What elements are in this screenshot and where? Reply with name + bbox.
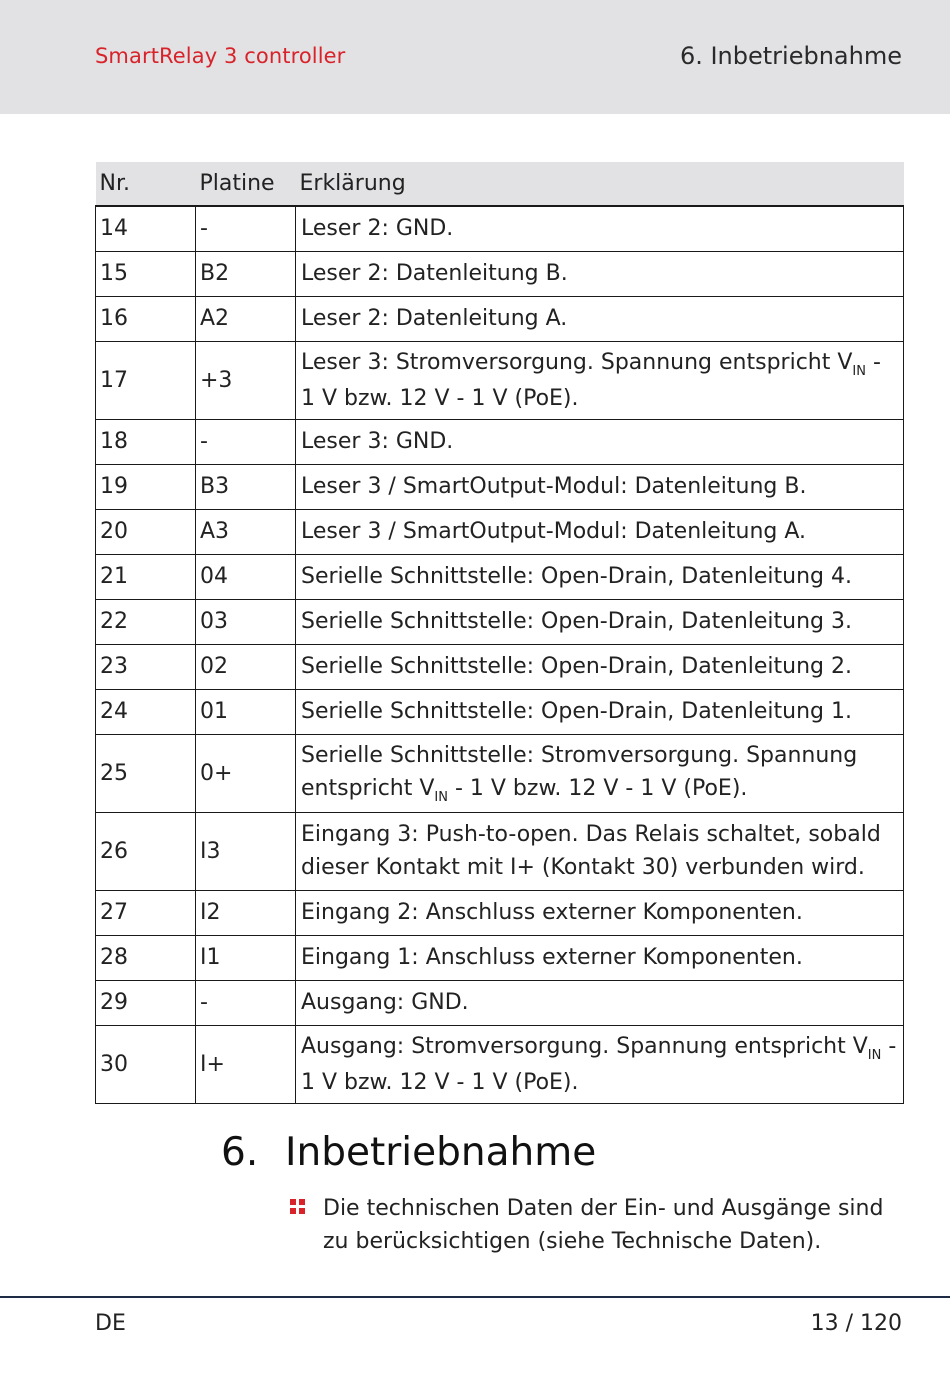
- bullet-icon: [290, 1199, 306, 1215]
- cell-nr: 27: [96, 890, 196, 935]
- cell-platine: I3: [196, 812, 296, 890]
- subscript-in: IN: [867, 1047, 882, 1063]
- cell-platine: B2: [196, 251, 296, 296]
- cell-nr: 29: [96, 980, 196, 1025]
- cell-erklaerung: Serielle Schnittstelle: Open-Drain, Datenleitung 4.: [296, 554, 904, 599]
- cell-erklaerung: Leser 2: GND.: [296, 206, 904, 251]
- cell-platine: -: [196, 980, 296, 1025]
- cell-platine: 02: [196, 644, 296, 689]
- bullet-text: Die technischen Daten der Ein- und Ausgänge sind zu berücksichtigen (siehe Technische Daten).: [323, 1196, 884, 1254]
- table-row: [96, 734, 904, 812]
- table-row: [96, 644, 904, 689]
- table-row: [96, 599, 904, 644]
- cell-erklaerung: Leser 3 / SmartOutput-Modul: Datenleitung A.: [296, 509, 904, 554]
- cell-erklaerung: [296, 341, 904, 419]
- cell-nr: 16: [96, 296, 196, 341]
- cell-erklaerung: Serielle Schnittstelle: Open-Drain, Datenleitung 3.: [296, 599, 904, 644]
- table-row: [96, 1025, 904, 1103]
- cell-nr: 30: [96, 1025, 196, 1103]
- product-name: SmartRelay 3 controller: [95, 44, 346, 68]
- cell-nr: 26: [96, 812, 196, 890]
- cell-erklaerung: Eingang 1: Anschluss externer Komponenten.: [296, 935, 904, 980]
- table-row: [96, 419, 904, 464]
- bullet-item: [290, 1192, 900, 1258]
- footer-divider: [0, 1296, 950, 1298]
- pin-assignment-table: [95, 162, 904, 1104]
- cell-erklaerung: Eingang 2: Anschluss externer Komponenten.: [296, 890, 904, 935]
- cell-text-part: Serielle Schnittstelle: Stromversorgung. Spannung entspricht V: [301, 742, 858, 801]
- cell-platine: A3: [196, 509, 296, 554]
- cell-nr: 25: [96, 734, 196, 812]
- cell-platine: A2: [196, 296, 296, 341]
- cell-nr: 17: [96, 341, 196, 419]
- cell-text-part: Ausgang: Stromversorgung. Spannung entspricht V: [301, 1033, 868, 1059]
- cell-erklaerung: Leser 3 / SmartOutput-Modul: Datenleitung B.: [296, 464, 904, 509]
- table-row: [96, 251, 904, 296]
- cell-text-part: - 1 V bzw. 12 V - 1 V (PoE).: [301, 1033, 897, 1095]
- cell-platine: 01: [196, 689, 296, 734]
- chapter-title: 6. Inbetriebnahme: [679, 42, 902, 70]
- page-header: [0, 0, 950, 114]
- table-row: [96, 464, 904, 509]
- cell-nr: 28: [96, 935, 196, 980]
- cell-erklaerung: Eingang 3: Push-to-open. Das Relais schaltet, sobald dieser Kontakt mit I+ (Kontakt 30) verbunden wird.: [296, 812, 904, 890]
- table-row: [96, 341, 904, 419]
- cell-text-part: Leser 3: Stromversorgung. Spannung entspricht V: [301, 349, 853, 375]
- cell-erklaerung: Serielle Schnittstelle: Open-Drain, Datenleitung 2.: [296, 644, 904, 689]
- cell-erklaerung: Leser 2: Datenleitung A.: [296, 296, 904, 341]
- cell-nr: 20: [96, 509, 196, 554]
- table-row: [96, 509, 904, 554]
- cell-nr: 22: [96, 599, 196, 644]
- cell-platine: 0+: [196, 734, 296, 812]
- cell-nr: 21: [96, 554, 196, 599]
- cell-nr: 24: [96, 689, 196, 734]
- cell-nr: 14: [96, 206, 196, 251]
- section-number: 6.: [221, 1130, 259, 1175]
- section-heading: [221, 1130, 596, 1175]
- cell-nr: 15: [96, 251, 196, 296]
- cell-platine: I+: [196, 1025, 296, 1103]
- cell-erklaerung: Ausgang: GND.: [296, 980, 904, 1025]
- cell-erklaerung: Leser 2: Datenleitung B.: [296, 251, 904, 296]
- footer-language: DE: [95, 1311, 126, 1336]
- cell-erklaerung: [296, 1025, 904, 1103]
- cell-platine: 03: [196, 599, 296, 644]
- cell-text-part: - 1 V bzw. 12 V - 1 V (PoE).: [301, 349, 881, 411]
- column-header-platine: Platine: [196, 162, 296, 206]
- table-row: [96, 296, 904, 341]
- cell-erklaerung: Serielle Schnittstelle: Open-Drain, Datenleitung 1.: [296, 689, 904, 734]
- subscript-in: IN: [852, 363, 866, 379]
- table-row: [96, 554, 904, 599]
- table-row: [96, 935, 904, 980]
- cell-platine: +3: [196, 341, 296, 419]
- cell-text-part: - 1 V bzw. 12 V - 1 V (PoE).: [447, 775, 748, 801]
- table-header: [96, 162, 904, 206]
- cell-erklaerung: Leser 3: GND.: [296, 419, 904, 464]
- cell-platine: 04: [196, 554, 296, 599]
- cell-platine: B3: [196, 464, 296, 509]
- section-title: Inbetriebnahme: [285, 1130, 597, 1175]
- cell-platine: -: [196, 419, 296, 464]
- cell-platine: I2: [196, 890, 296, 935]
- table-row: [96, 890, 904, 935]
- cell-nr: 18: [96, 419, 196, 464]
- cell-erklaerung: [296, 734, 904, 812]
- column-header-erklaerung: Erklärung: [296, 162, 904, 206]
- table-row: [96, 689, 904, 734]
- cell-platine: -: [196, 206, 296, 251]
- column-header-nr: Nr.: [96, 162, 196, 206]
- page-number: 13 / 120: [810, 1311, 902, 1336]
- table-row: [96, 206, 904, 251]
- table-row: [96, 980, 904, 1025]
- subscript-in: IN: [434, 789, 448, 805]
- cell-platine: I1: [196, 935, 296, 980]
- table-row: [96, 812, 904, 890]
- cell-nr: 19: [96, 464, 196, 509]
- cell-nr: 23: [96, 644, 196, 689]
